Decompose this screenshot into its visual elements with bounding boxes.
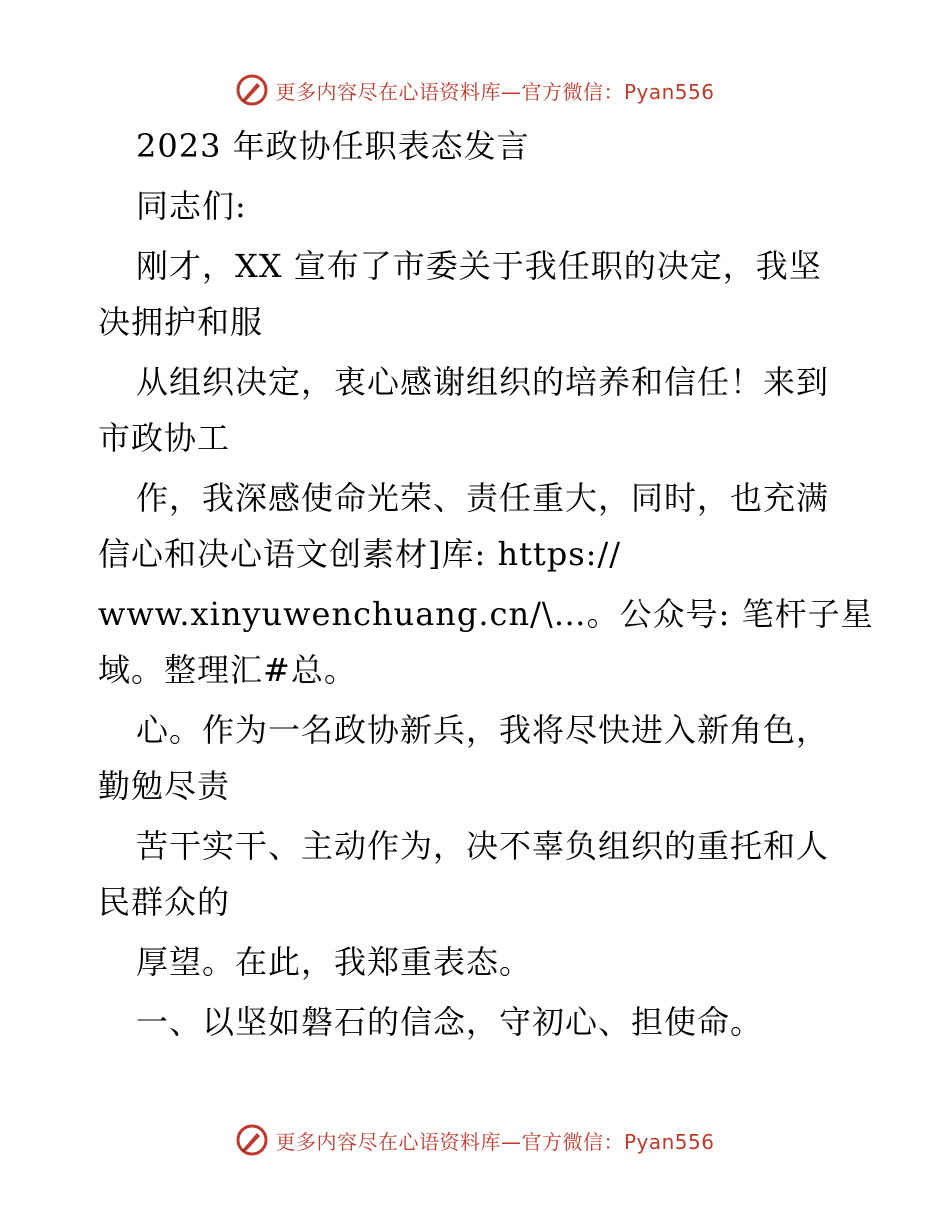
footer-watermark xyxy=(0,1120,950,1160)
paragraph-line: 域。整理汇#总。 xyxy=(98,651,357,689)
header-watermark xyxy=(0,70,950,110)
paragraph-line: 民群众的 xyxy=(98,883,231,921)
paragraph-line: www.xinyuwenchuang.cn/\…。公众号: 笔杆子星 xyxy=(98,595,874,633)
paragraph-line: 勤勉尽责 xyxy=(98,767,231,805)
pen-logo-icon xyxy=(235,73,269,107)
paragraph-line: 信心和决心语文创素材]库: https:// xyxy=(98,535,622,573)
paragraph-line: 苦干实干、主动作为，决不辜负组织的重托和人 xyxy=(136,827,830,865)
watermark-text: 更多内容尽在心语资料库—官方微信：Pyan556 xyxy=(275,79,715,104)
pen-logo-icon xyxy=(235,1123,269,1157)
watermark-text: 更多内容尽在心语资料库—官方微信：Pyan556 xyxy=(275,1129,715,1154)
paragraph-line: 刚才，XX 宣布了市委关于我任职的决定，我坚 xyxy=(136,247,822,285)
document-title: 2023 年政协任职表态发言 xyxy=(136,127,530,165)
section-heading: 一、以坚如磐石的信念，守初心、担使命。 xyxy=(136,1003,764,1041)
salutation: 同志们: xyxy=(136,187,247,225)
paragraph-line: 从组织决定，衷心感谢组织的培养和信任！来到 xyxy=(136,363,830,401)
paragraph-line: 作，我深感使命光荣、责任重大，同时，也充满 xyxy=(136,479,830,517)
paragraph-line: 市政协工 xyxy=(98,419,231,457)
paragraph-line: 厚望。在此，我郑重表态。 xyxy=(136,943,533,981)
paragraph-line: 决拥护和服 xyxy=(98,303,264,341)
paragraph-line: 心。作为一名政协新兵，我将尽快进入新角色， xyxy=(136,711,830,749)
